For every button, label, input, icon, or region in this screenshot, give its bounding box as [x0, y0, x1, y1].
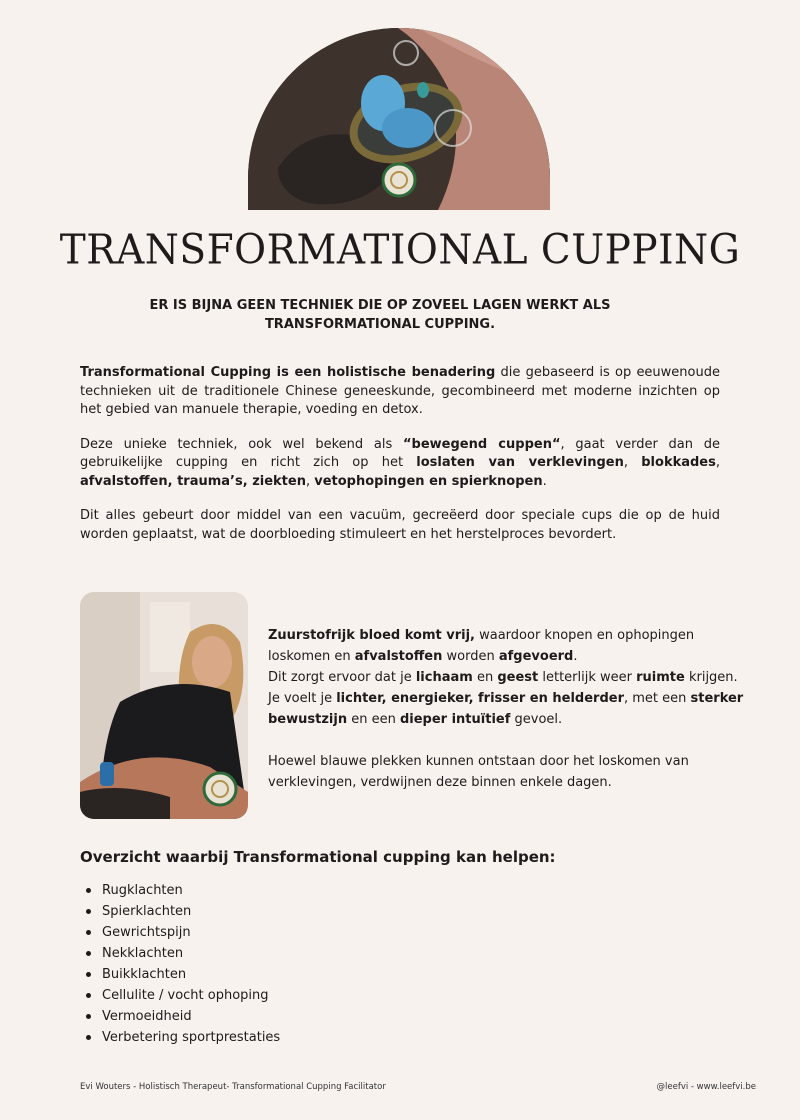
benefits-text — [268, 625, 744, 793]
footer-author: Evi Wouters - Holistisch Therapeut- Transformational Cupping Facilitator — [80, 1082, 386, 1092]
subtitle-line-2: TRANSFORMATIONAL CUPPING. — [264, 317, 496, 332]
benefit-line-3 — [268, 688, 744, 730]
intro-p2-bold: blokkades — [641, 455, 716, 470]
list-item: Rugklachten — [80, 880, 280, 901]
intro-p2-text: . — [542, 473, 547, 489]
benefit-bold: ruimte — [636, 670, 685, 685]
list-item: Cellulite / vocht ophoping — [80, 985, 280, 1006]
benefit-line-1 — [268, 625, 744, 667]
benefit-text: waardoor knopen en ophopingen loskomen en — [268, 628, 695, 664]
intro-paragraph-1 — [80, 364, 720, 420]
intro-text — [80, 364, 720, 560]
intro-p2-text: , gaat verder dan de gebruikelijke cupping en richt zich op het — [80, 436, 720, 470]
complaints-list — [80, 880, 280, 1048]
benefit-bold: dieper intuïtief — [399, 712, 511, 727]
intro-p2-text: , — [623, 455, 642, 470]
benefit-text: , met een — [623, 691, 691, 706]
intro-p2-bold: vetophopingen en spierknopen — [314, 473, 543, 489]
list-item: Gewrichtspijn — [80, 922, 280, 943]
intro-p1-rest: die gebaseerd is op eeuwenoude technieken uit de traditionele Chinese geneeskunde, gecombineerd met moderne inzichten op het gebied van manuele therapie, voeding en detox. — [80, 365, 720, 417]
benefit-text: Dit zorgt ervoor dat je — [268, 670, 416, 685]
intro-p2-text: Deze unieke techniek, ook wel bekend als — [80, 436, 403, 452]
benefit-text: Je voelt je — [268, 691, 337, 706]
list-item: Spierklachten — [80, 901, 280, 922]
hero-image-cupping-tools — [248, 28, 550, 210]
intro-p1-bold: Transformational Cupping is een holistische benadering — [80, 365, 496, 380]
benefit-text: en — [472, 670, 498, 685]
intro-p2-bold: “bewegend cuppen“ — [403, 436, 561, 452]
benefit-line-2 — [268, 667, 744, 688]
page-subtitle — [130, 296, 630, 334]
intro-p2-text: , — [305, 473, 315, 489]
overview-title: Overzicht waarbij Transformational cupping kan helpen: — [80, 848, 556, 866]
benefit-text: worden — [442, 649, 499, 664]
benefit-text: letterlijk weer — [538, 670, 637, 685]
benefit-bold: lichter, energieker, frisser en helderder — [336, 691, 624, 706]
benefit-bold: sterker bewustzijn — [268, 691, 744, 727]
list-item: Verbetering sportprestaties — [80, 1027, 280, 1048]
benefit-text: en een — [347, 712, 400, 727]
benefit-text: . — [573, 649, 578, 664]
list-item: Buikklachten — [80, 964, 280, 985]
benefit-bold: geest — [497, 670, 539, 685]
intro-p2-bold: afvalstoffen, trauma’s, ziekten — [80, 473, 306, 489]
list-item: Vermoeidheid — [80, 1006, 280, 1027]
benefit-bold: afvalstoffen — [354, 649, 443, 664]
intro-p2-bold: loslaten van verklevingen — [416, 455, 624, 470]
footer-contact: @leefvi - www.leefvi.be — [656, 1082, 756, 1092]
intro-paragraph-2 — [80, 436, 720, 492]
intro-paragraph-3: Dit alles gebeurt door middel van een vacuüm, gecreëerd door speciale cups die op de huid worden geplaatst, wat de doorbloeding stimuleert en het herstelproces bevordert. — [80, 508, 720, 542]
intro-p2-text: , — [715, 455, 721, 470]
benefit-bold: lichaam — [415, 670, 473, 685]
benefit-bold: Zuurstofrijk bloed komt vrij, — [268, 628, 475, 643]
benefit-line-4: Hoewel blauwe plekken kunnen ontstaan door het loskomen van verklevingen, verdwijnen deze binnen enkele dagen. — [268, 754, 689, 790]
subtitle-line-1: ER IS BIJNA GEEN TECHNIEK DIE OP ZOVEEL LAGEN WERKT ALS — [149, 298, 611, 313]
benefit-text: krijgen. — [684, 670, 738, 685]
page-title: TRANSFORMATIONAL CUPPING — [59, 226, 741, 275]
benefit-text: gevoel. — [510, 712, 563, 727]
benefit-bold: afgevoerd — [498, 649, 574, 664]
list-item: Nekklachten — [80, 943, 280, 964]
therapist-photo — [80, 592, 248, 819]
